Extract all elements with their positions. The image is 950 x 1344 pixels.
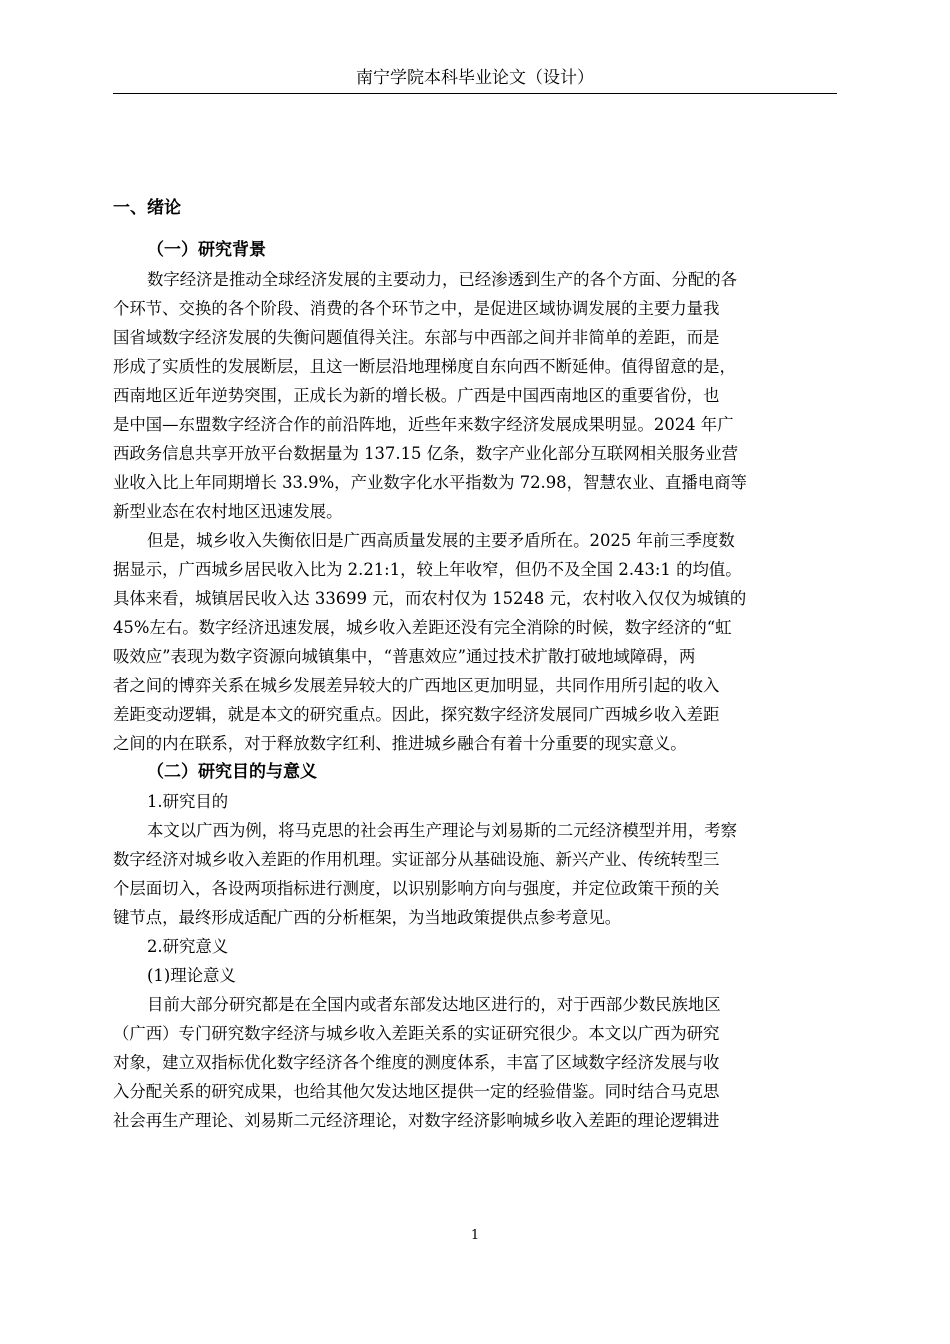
text-line: 目前大部分研究都是在全国内或者东部发达地区进行的，对于西部少数民族地区 — [147, 995, 721, 1014]
text-line: 键节点，最终形成适配广西的分析框架，为当地政策提供点参考意见。 — [113, 908, 622, 927]
heading-theoretical-significance: (1)理论意义 — [147, 966, 236, 985]
paragraph-theory — [113, 990, 837, 1135]
page-number: 1 — [470, 1228, 480, 1243]
text-line: 国省域数字经济发展的失衡问题值得关注。东部与中西部之间并非简单的差距，而是 — [113, 328, 720, 347]
text-line: 是中国—东盟数字经济合作的前沿阵地，近些年来数字经济发展成果明显。2024 年广 — [113, 415, 734, 434]
paragraph-background-2 — [113, 526, 837, 758]
text-line: 西南地区近年逆势突围，正成长为新的增长极。广西是中国西南地区的重要省份，也 — [113, 386, 720, 405]
text-line: 新型业态在农村地区迅速发展。 — [113, 502, 343, 521]
heading-research-purpose: 1.研究目的 — [147, 792, 229, 811]
running-header — [113, 64, 837, 94]
paragraph-background-1 — [113, 265, 837, 526]
text-line: 西政务信息共享开放平台数据量为 137.15 亿条，数字产业化部分互联网相关服务业营 — [113, 444, 739, 463]
text-line: 者之间的博弈关系在城乡发展差异较大的广西地区更加明显，共同作用所引起的收入 — [113, 676, 720, 695]
text-line: 社会再生产理论、刘易斯二元经济理论，对数字经济影响城乡收入差距的理论逻辑进 — [113, 1111, 720, 1130]
text-line: 差距变动逻辑，就是本文的研究重点。因此，探究数字经济发展同广西城乡收入差距 — [113, 705, 720, 724]
text-line: 数字经济是推动全球经济发展的主要动力，已经渗透到生产的各个方面、分配的各 — [147, 270, 738, 289]
text-line: 形成了实质性的发展断层，且这一断层沿地理梯度自东向西不断延伸。值得留意的是， — [113, 357, 736, 376]
subsection-heading-purpose: （二）研究目的与意义 — [147, 762, 317, 782]
text-line: 数字经济对城乡收入差距的作用机理。实证部分从基础设施、新兴产业、传统转型三 — [113, 850, 720, 869]
text-line: 吸效应”表现为数字资源向城镇集中，“普惠效应”通过技术扩散打破地域障碍，两 — [113, 647, 696, 666]
text-line: 但是，城乡收入失衡依旧是广西高质量发展的主要矛盾所在。2025 年前三季度数 — [147, 531, 735, 550]
text-line: 具体来看，城镇居民收入达 33699 元，而农村仅为 15248 元，农村收入仅仅为城镇的 — [113, 589, 747, 608]
paragraph-purpose — [113, 816, 837, 932]
text-line: 个环节、交换的各个阶段、消费的各个环节之中，是促进区域协调发展的主要力量我 — [113, 299, 720, 318]
heading-research-significance: 2.研究意义 — [147, 937, 229, 956]
text-line: 本文以广西为例，将马克思的社会再生产理论与刘易斯的二元经济模型并用，考察 — [147, 821, 738, 840]
page-body — [113, 192, 837, 1135]
text-line: 入分配关系的研究成果，也给其他欠发达地区提供一定的经验借鉴。同时结合马克思 — [113, 1082, 720, 1101]
text-line: 个层面切入，各设两项指标进行测度，以识别影响方向与强度，并定位政策干预的关 — [113, 879, 720, 898]
header-title: 南宁学院本科毕业论文（设计） — [356, 68, 594, 88]
text-line: （广西）专门研究数字经济与城乡收入差距关系的实证研究很少。本文以广西为研究 — [113, 1024, 720, 1043]
text-line: 之间的内在联系，对于释放数字红利、推进城乡融合有着十分重要的现实意义。 — [113, 734, 687, 753]
text-line: 45%左右。数字经济迅速发展，城乡收入差距还没有完全消除的时候，数字经济的“虹 — [113, 618, 732, 637]
text-line: 据显示，广西城乡居民收入比为 2.21:1，较上年收窄，但仍不及全国 2.43:1 的均值。 — [113, 560, 742, 579]
text-line: 业收入比上年同期增长 33.9%，产业数字化水平指数为 72.98，智慧农业、直播电商等 — [113, 473, 747, 492]
section-heading: 一、绪论 — [113, 198, 181, 218]
subsection-heading-background: （一）研究背景 — [147, 240, 266, 260]
text-line: 对象，建立双指标优化数字经济各个维度的测度体系，丰富了区域数字经济发展与收 — [113, 1053, 720, 1072]
